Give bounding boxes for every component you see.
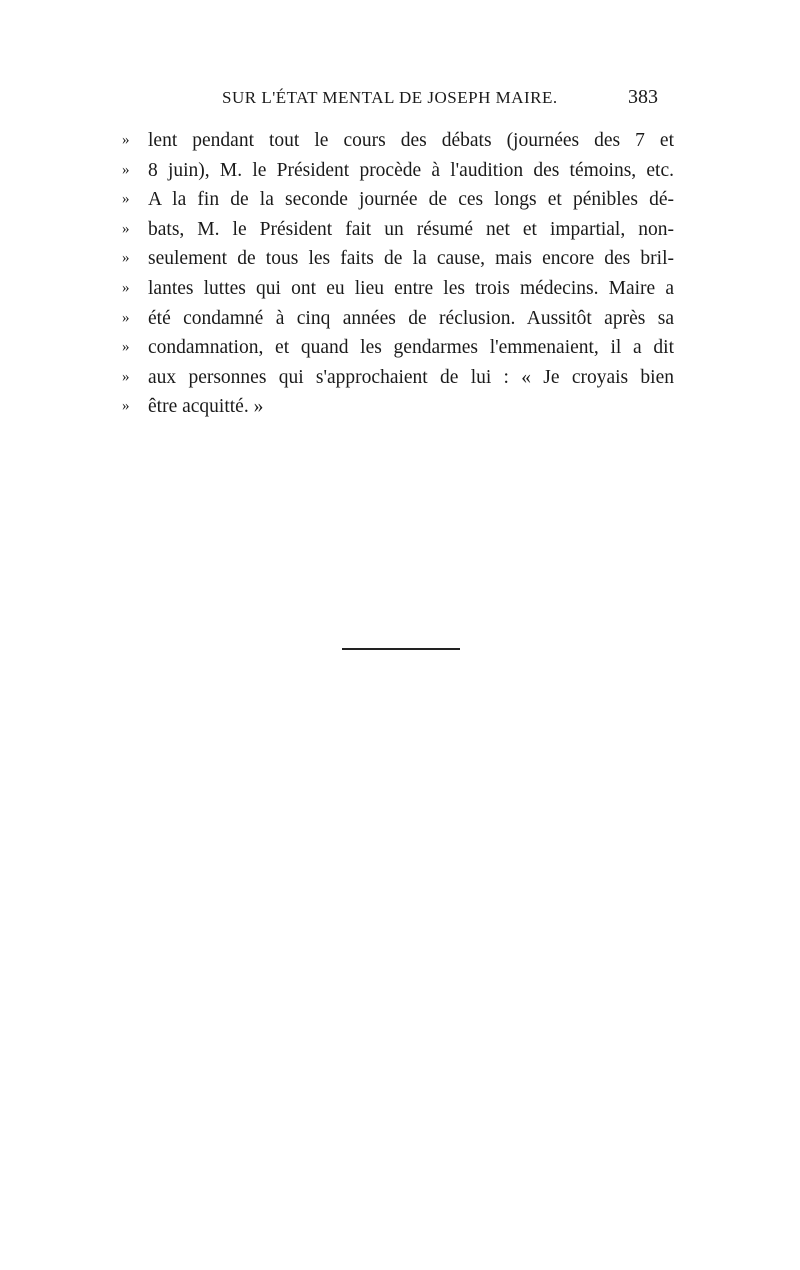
line-text: lantes luttes qui ont eu lieu entre les trois médecins. Maire a [148,277,674,299]
page-header [0,88,800,118]
text-line [122,215,674,245]
line-text: aux personnes qui s'approchaient de lui : « Je croyais bien [148,366,674,388]
quote-mark: » [122,398,130,415]
quote-mark: » [122,161,130,178]
running-title: SUR L'ÉTAT MENTAL DE JOSEPH MAIRE. [222,88,558,107]
line-text: être acquitté. » [148,396,264,418]
body-text [122,126,674,422]
text-line [122,126,674,156]
quote-mark: » [122,250,130,267]
text-line [122,244,674,274]
quote-mark: » [122,339,130,356]
section-separator-rule [342,648,460,650]
text-line [122,156,674,186]
line-text: 8 juin), M. le Président procède à l'audition des témoins, etc. [148,159,674,181]
line-text: A la fin de la seconde journée de ces longs et pénibles dé- [148,189,674,211]
quote-mark: » [122,279,130,296]
line-text: bats, M. le Président fait un résumé net et impartial, non- [148,218,674,240]
quote-mark: » [122,309,130,326]
line-text: condamnation, et quand les gendarmes l'emmenaient, il a dit [148,337,674,359]
line-text: seulement de tous les faits de la cause, mais encore des bril- [148,248,674,270]
quote-mark: » [122,191,130,208]
line-text: lent pendant tout le cours des débats (journées des 7 et [148,130,674,151]
text-line [122,185,674,215]
quote-mark: » [122,368,130,385]
page-number: 383 [628,86,658,108]
quote-mark: » [122,132,130,148]
text-line [122,274,674,304]
text-line [122,304,674,334]
text-line [122,333,674,363]
quote-mark: » [122,220,130,237]
text-line [122,392,674,422]
text-line [122,363,674,393]
line-text: été condamné à cinq années de réclusion. Aussitôt après sa [148,307,674,329]
